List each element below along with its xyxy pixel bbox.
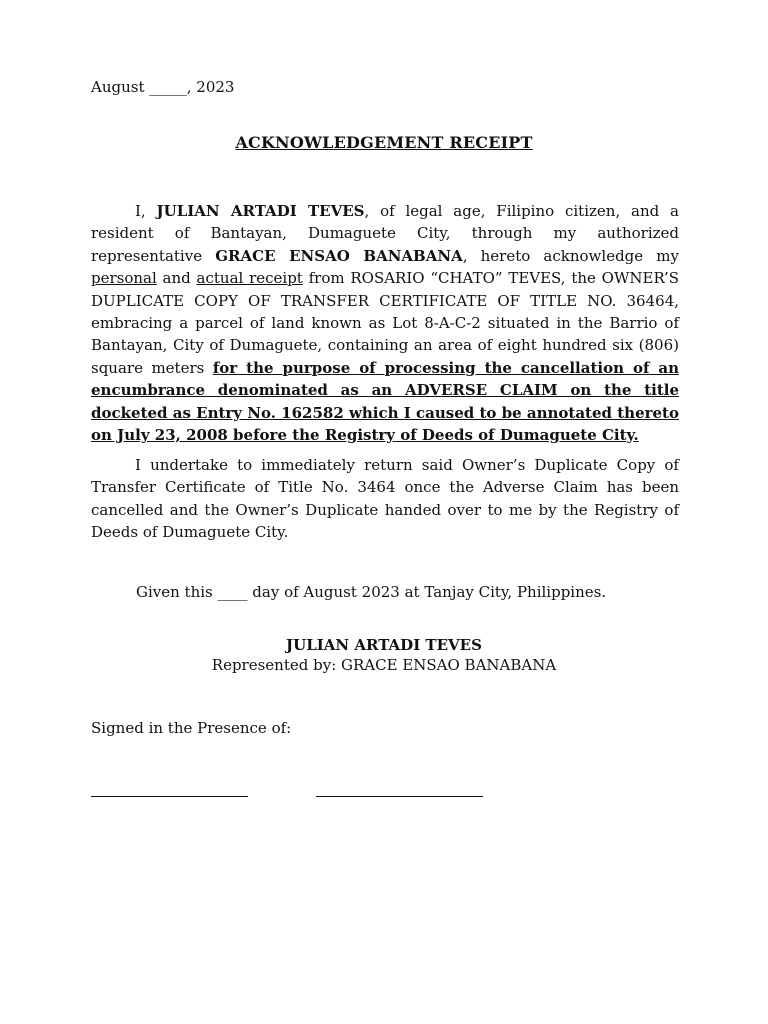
witness-signature-line-2 [316, 796, 483, 797]
witness-signature-line-1 [91, 796, 248, 797]
para1-text-2: , of legal age, Filipino citizen, and a resident of Bantayan, Dumaguete City, through my authorized representative [91, 202, 679, 265]
para1-text-1: I, [135, 202, 157, 220]
representative-name: GRACE ENSAO BANABANA [215, 246, 463, 265]
personal-underlined: personal [91, 269, 157, 288]
acknowledgement-paragraph [91, 200, 679, 446]
given-line: Given this ____ day of August 2023 at Tanjay City, Philippines. [136, 583, 607, 601]
para1-text-4: from ROSARIO “CHATO” TEVES, the OWNER’S DUPLICATE COPY OF TRANSFER CERTIFICATE OF TITLE NO. 36464, embracing a parcel of land known as Lot 8-A-C-2 situated in the Barrio of Bantayan, City of Dumaguete, containing an area of eight hundred six (806) square meters [91, 269, 679, 377]
signatory-name: JULIAN ARTADI TEVES [286, 636, 482, 654]
represented-by: Represented by: GRACE ENSAO BANABANA [211, 656, 557, 674]
date-line: August _____, 2023 [91, 78, 235, 96]
para1-text-3: , hereto acknowledge my [462, 246, 679, 265]
document-title: ACKNOWLEDGEMENT RECEIPT [235, 133, 533, 152]
acknowledger-name: JULIAN ARTADI TEVES [156, 202, 365, 220]
witness-label: Signed in the Presence of: [91, 719, 292, 737]
purpose-clause: for the purpose of processing the cancellation of an encumbrance denominated as an ADVERSE CLAIM on the title docketed as Entry No. 162582 which I caused to be annotated thereto on July 23, 2008 before the Registry of Deeds of Dumaguete City. [91, 358, 679, 445]
para1-text-and: and [156, 269, 197, 288]
actual-receipt-underlined: actual receipt [196, 269, 303, 288]
undertaking-paragraph: I undertake to immediately return said Owner’s Duplicate Copy of Transfer Certificate of Title No. 3464 once the Adverse Claim has been cancelled and the Owner’s Duplicate handed over to me by the Registry of Deeds of Dumaguete City. [91, 456, 679, 542]
